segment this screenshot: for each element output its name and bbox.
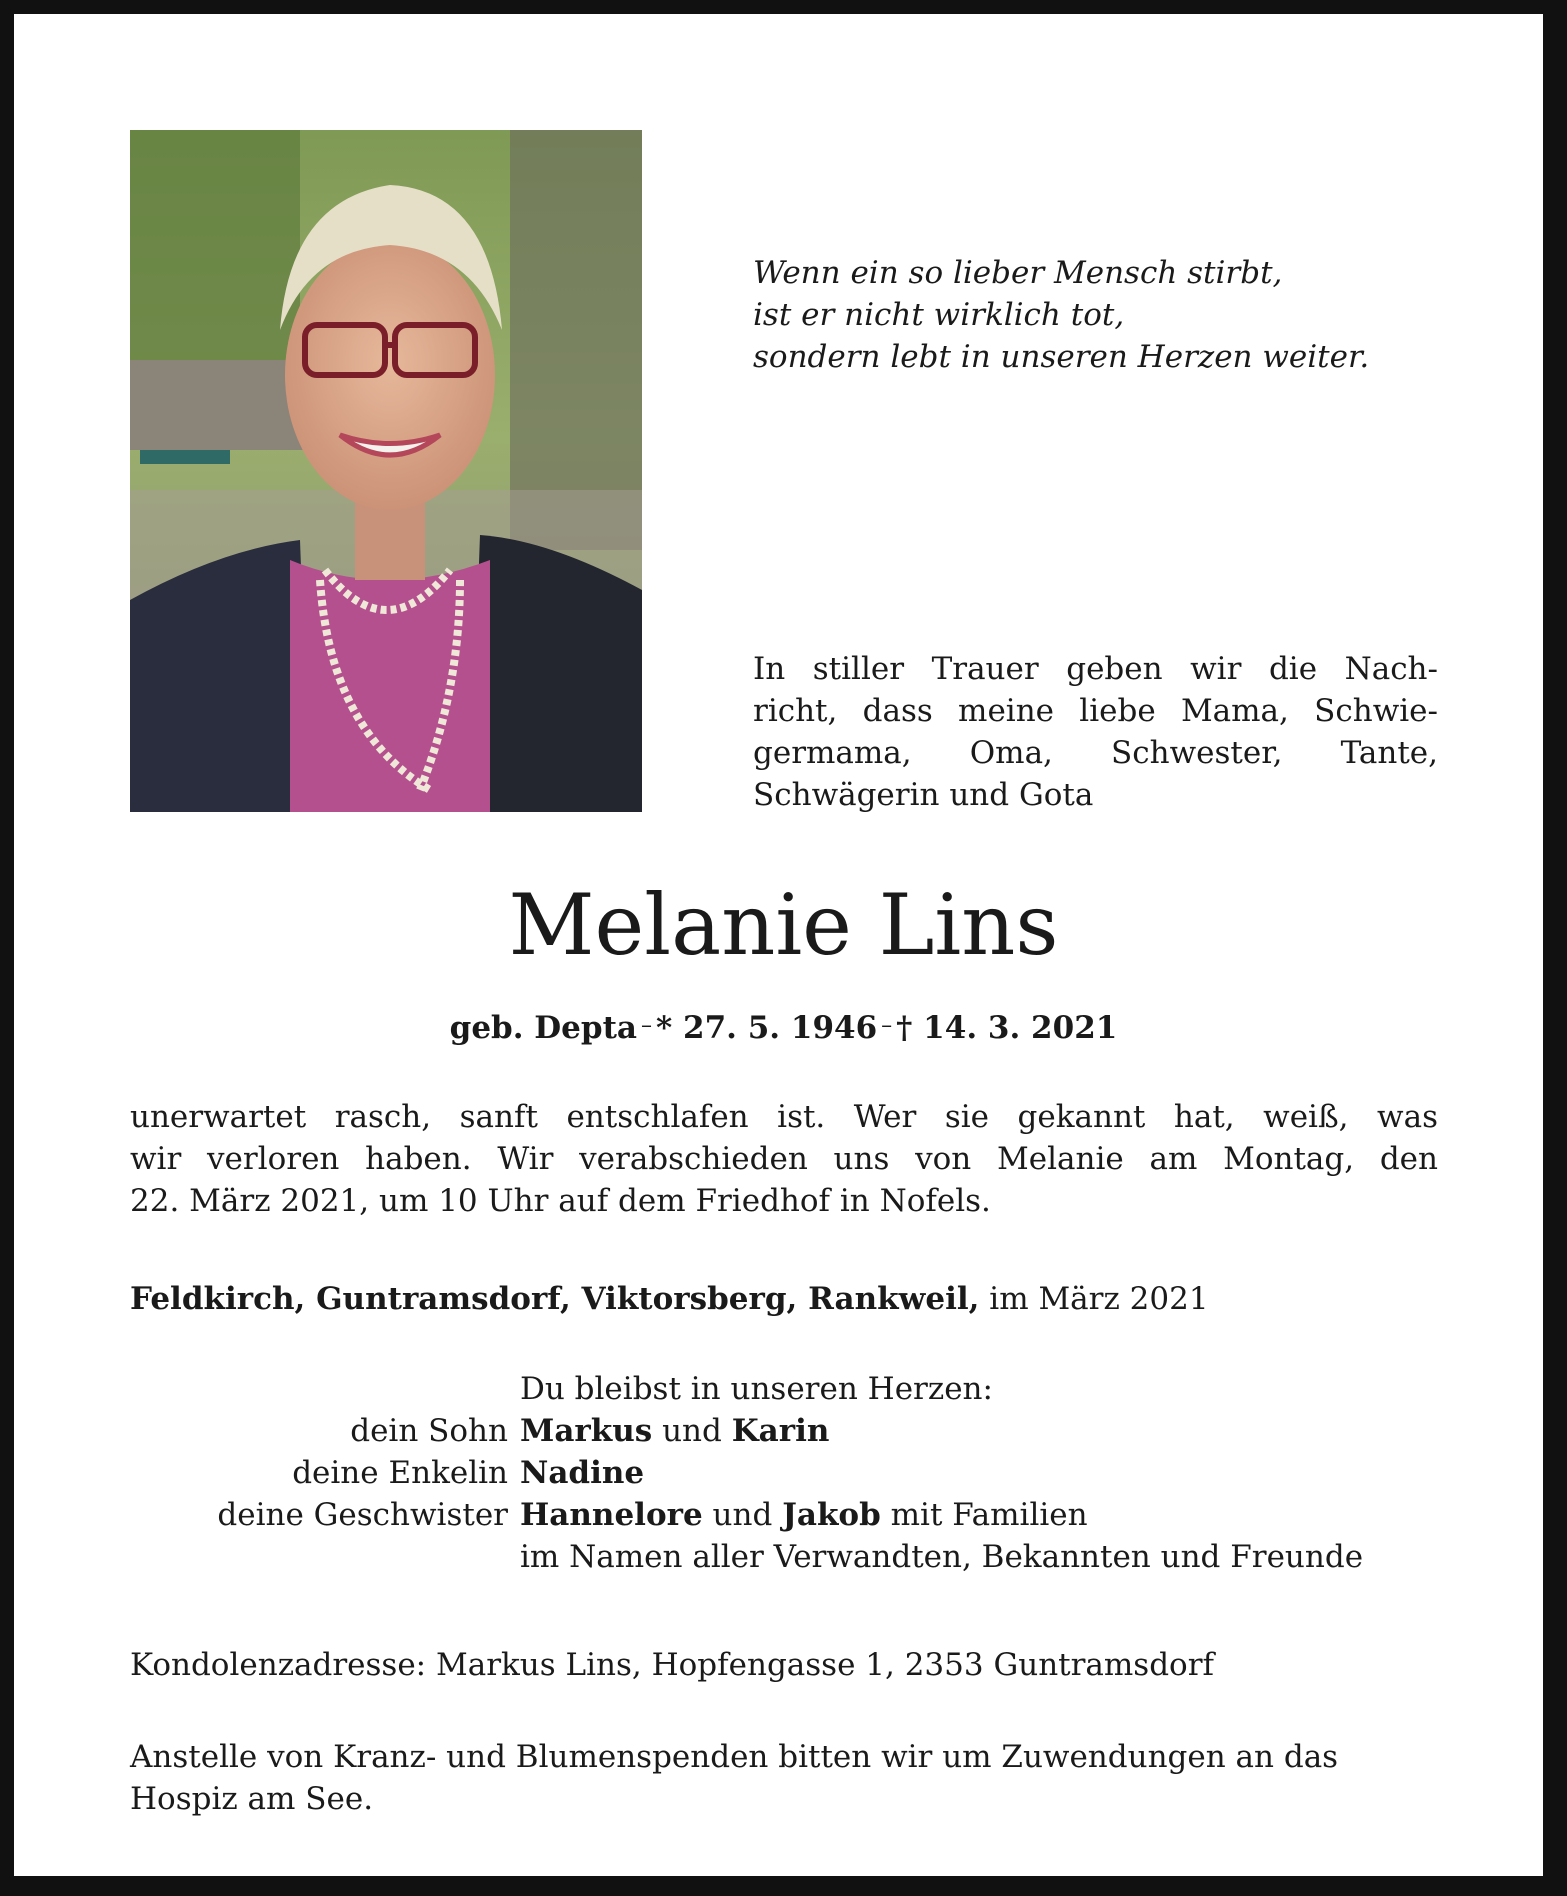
joiner: und [712, 1497, 773, 1533]
mourner-name: Nadine [520, 1455, 645, 1491]
notice-date: im März 2021 [989, 1281, 1209, 1317]
birth-date: * 27. 5. 1946 [656, 1010, 878, 1046]
separator: – [641, 1013, 652, 1038]
body-line: wir verloren haben. Wir verabschieden uns von Melanie am Montag, den [130, 1141, 1438, 1177]
mourners-block [130, 1368, 1438, 1578]
mourner-role: dein Sohn [350, 1413, 508, 1449]
donation-line: Anstelle von Kranz- und Blumenspenden bitten wir um Zuwendungen an das [130, 1739, 1339, 1775]
mourner-role: deine Geschwister [217, 1497, 508, 1533]
places-date-line [130, 1278, 1209, 1320]
donation-note [130, 1736, 1438, 1820]
places: Feldkirch, Guntramsdorf, Viktorsberg, Rankweil, [130, 1281, 980, 1317]
deceased-name: Melanie Lins [508, 876, 1059, 974]
mourner-role: deine Enkelin [292, 1455, 508, 1491]
mourner-name: Markus [520, 1413, 653, 1449]
mourner-name: Jakob [782, 1497, 881, 1533]
announcement-body [130, 1096, 1438, 1222]
intro-line: germama, Oma, Schwester, Tante, [753, 735, 1438, 771]
mourner-name: Hannelore [520, 1497, 703, 1533]
intro-line: In stiller Trauer geben wir die Nach- [753, 651, 1438, 687]
mourners-closing: im Namen aller Verwandten, Bekannten und Freunde [520, 1539, 1364, 1575]
body-line: unerwartet rasch, sanft entschlafen ist. Wer sie gekannt hat, weiß, was [130, 1099, 1438, 1135]
quote-line: ist er nicht wirklich tot, [753, 297, 1125, 333]
portrait-photo [130, 130, 642, 812]
donation-line: Hospiz am See. [130, 1781, 374, 1817]
mourner-row [130, 1452, 1438, 1494]
mourner-name: Karin [731, 1413, 830, 1449]
mourner-row [130, 1410, 1438, 1452]
announcement-intro [753, 648, 1438, 816]
quote-line: Wenn ein so lieber Mensch stirbt, [753, 255, 1283, 291]
mourner-row [130, 1494, 1438, 1536]
intro-line: richt, dass meine liebe Mama, Schwie- [753, 693, 1438, 729]
separator: – [881, 1013, 893, 1038]
memorial-quote [753, 252, 1473, 378]
death-date: † 14. 3. 2021 [896, 1010, 1118, 1046]
intro-line: Schwägerin und Gota [753, 777, 1094, 813]
mourners-heading: Du bleibst in unseren Herzen: [520, 1371, 993, 1407]
life-dates [0, 1004, 1567, 1050]
condolence-address: Kondolenzadresse: Markus Lins, Hopfengasse 1, 2353 Guntramsdorf [130, 1647, 1215, 1683]
joiner: und [662, 1413, 722, 1449]
body-line: 22. März 2021, um 10 Uhr auf dem Friedhof in Nofels. [130, 1183, 991, 1219]
quote-line: sondern lebt in unseren Herzen weiter. [753, 339, 1370, 375]
birth-name: geb. Depta [449, 1010, 637, 1046]
mourner-suffix: mit Familien [890, 1497, 1088, 1533]
